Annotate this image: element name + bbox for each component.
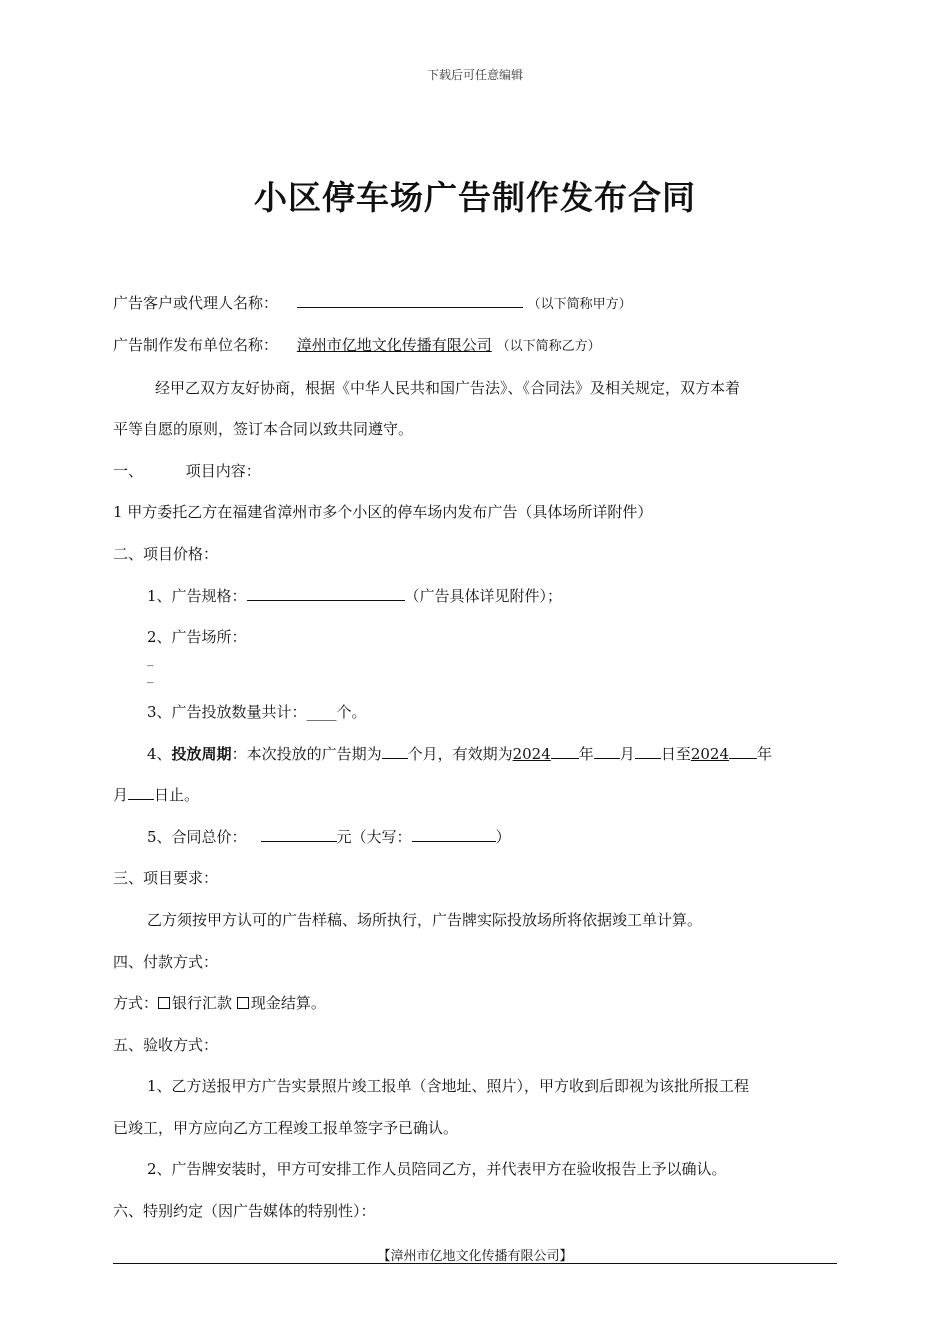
ad-period-text-2: 个月，有效期为 [407, 745, 513, 763]
start-day-blank[interactable] [635, 757, 661, 759]
ad-period-label: 投放周期 [171, 745, 232, 763]
ad-spec-label: 1、广告规格： [147, 587, 247, 605]
header-note: 下载后可任意编辑 [426, 68, 523, 82]
section-5-item-1-line-2: 已竣工，甲方应向乙方工程竣工报单签字予已确认。 [113, 1119, 459, 1137]
client-name-blank[interactable] [297, 306, 523, 308]
day-to-text: 日至 [660, 745, 691, 763]
end-day-blank[interactable] [128, 798, 154, 800]
start-year-char: 年 [578, 745, 594, 763]
total-price-end: ） [495, 828, 511, 846]
publisher-line [113, 334, 601, 355]
section-5-heading: 五、验收方式： [113, 1036, 219, 1054]
ad-period-line-1 [147, 743, 772, 764]
ad-spec-line [147, 585, 562, 606]
publisher-label: 广告制作发布单位名称： [113, 336, 279, 354]
section-5-item-1-line-1: 1、乙方送报甲方广告实景照片竣工报单（含地址、照片），甲方收到后即视为该批所报工程 [147, 1077, 750, 1095]
preamble-line-1: 经甲乙双方友好协商，根据《中华人民共和国广告法》、《合同法》及相关规定，双方本着 [155, 379, 741, 397]
total-price-line [147, 826, 511, 847]
end-day-text: 日止。 [154, 786, 200, 804]
section-2-heading: 二、项目价格： [113, 545, 219, 563]
start-year-blank[interactable] [551, 757, 579, 759]
bank-transfer-label: 银行汇款 [172, 994, 233, 1012]
section-1-title: 项目内容： [185, 462, 261, 480]
ad-spec-blank[interactable] [247, 599, 405, 601]
bank-transfer-checkbox[interactable] [158, 997, 170, 1009]
ad-quantity-line [147, 701, 367, 722]
start-year: 2024 [512, 745, 551, 763]
footer-divider [113, 1263, 837, 1264]
section-3-heading: 三、项目要求： [113, 869, 219, 887]
cash-label: 现金结算。 [250, 994, 326, 1012]
ad-period-number: 4、 [147, 745, 172, 763]
total-price-unit: 元（大写： [336, 828, 412, 846]
preamble-line-2: 平等自愿的原则，签订本合同以致共同遵守。 [113, 420, 414, 438]
payment-method-line [113, 992, 326, 1013]
ad-period-line-2 [113, 784, 199, 805]
end-year: 2024 [690, 745, 730, 763]
ad-quantity-suffix: 个。 [336, 703, 367, 721]
total-price-words-blank[interactable] [412, 840, 496, 842]
end-year-blank[interactable] [729, 757, 757, 759]
section-4-heading: 四、付款方式： [113, 953, 219, 971]
ad-place-label: 2、广告场所： [147, 628, 247, 646]
section-6-heading: 六、特别约定（因广告媒体的特别性）： [113, 1202, 376, 1220]
cash-checkbox[interactable] [237, 997, 249, 1009]
section-1-number: 一、 [113, 462, 144, 480]
client-label: 广告客户或代理人名称： [113, 294, 279, 312]
section-1-heading [113, 460, 261, 481]
payment-method-prefix: 方式： [113, 994, 159, 1012]
document-title: 小区停车场广告制作发布合同 [254, 178, 696, 217]
client-line [113, 292, 632, 313]
publisher-name: 漳州市亿地文化传播有限公司 [296, 336, 492, 354]
client-suffix: （以下简称甲方） [527, 297, 632, 312]
end-month-char: 月 [113, 786, 129, 804]
start-month-blank[interactable] [594, 757, 620, 759]
footer-company: 【漳州市亿地文化传播有限公司】 [377, 1249, 573, 1264]
publisher-suffix: （以下简称乙方） [496, 339, 601, 354]
ad-spec-suffix: （广告具体详见附件）； [404, 587, 563, 605]
total-price-label: 5、合同总价： [147, 828, 247, 846]
total-price-blank[interactable] [261, 840, 337, 842]
ad-period-text-1: ：本次投放的广告期为 [231, 745, 382, 763]
ad-place-blank-1[interactable]: _ [147, 652, 154, 667]
ad-period-months-blank[interactable] [382, 757, 408, 759]
section-1-item-1: 1 甲方委托乙方在福建省漳州市多个小区的停车场内发布广告（具体场所详附件） [113, 503, 653, 521]
section-5-item-2: 2、广告牌安装时，甲方可安排工作人员陪同乙方，并代表甲方在验收报告上予以确认。 [147, 1160, 727, 1178]
ad-quantity-label: 3、广告投放数量共计： [147, 703, 307, 721]
section-3-text: 乙方须按甲方认可的广告样稿、场所执行，广告牌实际投放场所将依据竣工单计算。 [147, 911, 703, 929]
ad-quantity-blank[interactable]: ____ [306, 703, 337, 721]
end-year-char: 年 [757, 745, 773, 763]
start-month-char: 月 [619, 745, 635, 763]
ad-place-blank-2[interactable]: _ [147, 669, 154, 684]
